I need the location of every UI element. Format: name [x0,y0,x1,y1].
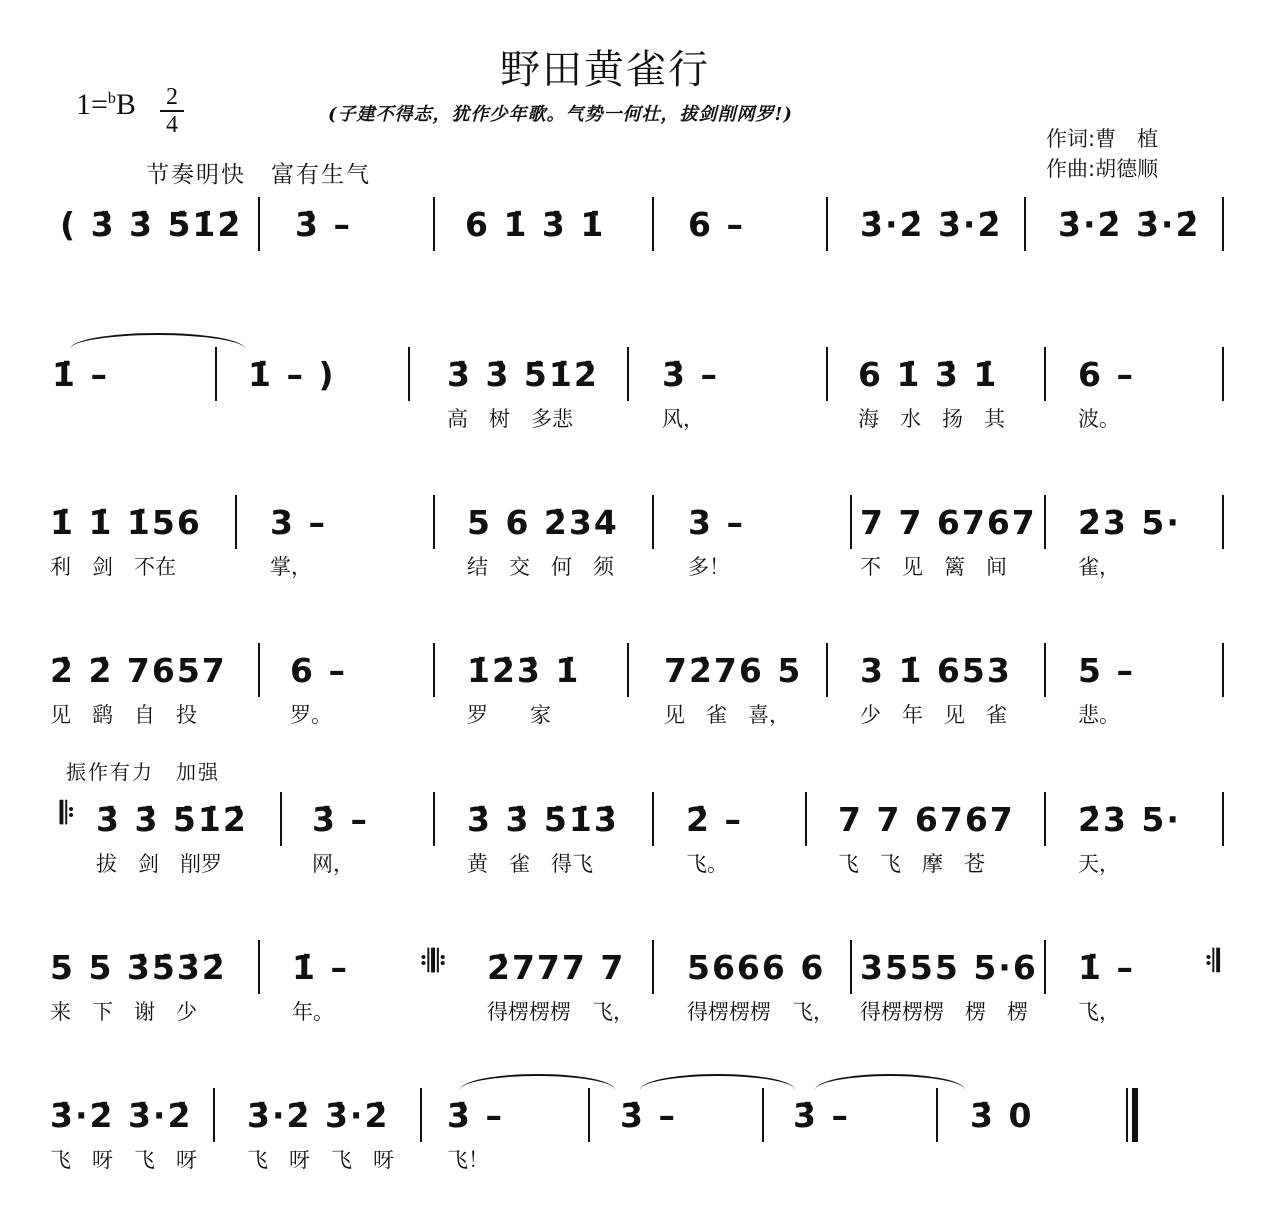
bar-line [235,495,237,549]
measure-lyric: 悲。 [1078,703,1120,727]
measure-notes: 3̇·2̇ 3̇·2̇ [247,1096,390,1135]
measure-lyric: 飞 飞 摩 苍 [838,852,985,876]
bar-line [1222,792,1224,846]
measure-notes: 5 – [1078,651,1135,690]
flat-sign: b [107,90,116,107]
measure-notes: 1̇ – [52,355,109,394]
bar-line [652,197,654,251]
measure-lyric: 多！ [688,555,730,579]
bar-line [420,1088,422,1142]
measure-lyric: 海 水 扬 其 [858,407,1005,431]
bar-line [433,792,435,846]
subtitle: (子建不得志，犹作少年歌。气势一何壮，拔剑削网罗!) [328,104,793,125]
bar-line [850,495,852,549]
measure-notes: 3̇ 0 [970,1096,1034,1135]
measure-notes: 6 – [1078,355,1135,394]
measure-lyric: 结 交 何 须 [467,555,614,579]
measure-lyric: 罗。 [290,703,332,727]
measure-notes: 3̇·2̇ 3̇·2̇ [50,1096,193,1135]
measure-lyric: 不 见 篱 间 [860,555,1007,579]
bar-line [215,347,217,401]
measure-notes: 3̇ – [620,1096,677,1135]
measure-notes: 3̇·2̇ 3̇·2̇ [860,205,1003,244]
measure-notes: 5666 6 [687,948,826,987]
bar-line [1044,792,1046,846]
measure-lyric: 网， [312,852,354,876]
bar-line [433,197,435,251]
tie-arc [815,1074,965,1090]
measure-notes: 6 1̇ 3̇ 1̇ [465,205,606,244]
score-line-7 [0,1096,1272,1206]
measure-lyric: 见 雀 喜， [664,703,790,727]
measure-lyric: 掌， [270,555,312,579]
measure-notes: 3555 5·6 [860,948,1038,987]
measure-notes: 2̇3 5· [1078,503,1181,542]
time-signature-top: 2 [166,84,178,110]
measure-notes: 3̇ – [662,355,719,394]
bar-line [936,1088,938,1142]
score-line-2 [0,355,1272,465]
measure-notes: 2̇3 5· [1078,800,1181,839]
measure-notes: 3 – [270,503,327,542]
bar-line [652,495,654,549]
measure-notes: 3̇ – [295,205,352,244]
bar-line [1222,347,1224,401]
measure-lyric: 天， [1078,852,1120,876]
bar-line [408,347,410,401]
bar-line [258,940,260,994]
bar-line [1024,197,1026,251]
bar-line [850,940,852,994]
measure-lyric: 得楞楞楞 飞， [687,1000,834,1024]
measure-lyric: 得楞楞楞 飞， [487,1000,634,1024]
measure-notes: 7 7 6767 [838,800,1015,839]
measure-lyric: 飞！ [447,1148,489,1172]
repeat-sign: 𝄇𝄆 [420,944,447,979]
bar-line [1222,495,1224,549]
bar-line [1044,940,1046,994]
bar-line [627,643,629,697]
measure-lyric: 拔 剑 削罗 [96,852,222,876]
bar-line [280,792,282,846]
bar-line [826,347,828,401]
bar-line [1222,197,1224,251]
measure-notes: 2̇ 2̇ 7657 [50,651,227,690]
measure-notes: ( 3̇ 3̇ 5̇1̇2̇ [60,205,243,244]
measure-lyric: 年。 [292,1000,334,1024]
measure-lyric: 黄 雀 得飞 [467,852,593,876]
measure-notes: 3 1̇ 653 [860,651,1012,690]
bar-line [433,643,435,697]
score-line-3 [0,503,1272,613]
measure-notes: 3̇ 3̇ 5̇1̇3̇ [467,800,619,839]
measure-notes: 1̇ 1̇ 1̇56 [50,503,202,542]
measure-lyric: 风， [662,407,704,431]
lyricist: 作词:曹 植 [1046,127,1159,151]
song-title: 野田黄雀行 [500,47,710,93]
measure-notes: 3̇ – [793,1096,850,1135]
measure-notes: 3̇ 3̇ 5̇1̇2̇ [96,800,248,839]
tie-arc [460,1074,615,1090]
time-signature-bottom: 4 [166,112,178,138]
bar-line [1044,347,1046,401]
measure-notes: 2̇777 7 [487,948,626,987]
measure-lyric: 利 剑 不在 [50,555,176,579]
measure-notes: 1̇ – [1078,948,1135,987]
measure-lyric: 雀， [1078,555,1120,579]
score-line-6 [0,948,1272,1058]
bar-line [826,197,828,251]
measure-notes: 3̇ 3̇ 5̇1̇2̇ [447,355,599,394]
measure-notes: 2̇ – [686,800,743,839]
measure-notes: 6 1̇ 3̇ 1̇ [858,355,999,394]
bar-line [627,347,629,401]
bar-line [652,792,654,846]
bar-line [258,643,260,697]
bar-line [652,940,654,994]
measure-lyric: 飞 呀 飞 呀 [247,1148,394,1172]
measure-lyric: 见 鹞 自 投 [50,703,197,727]
measure-lyric: 来 下 谢 少 [50,1000,197,1024]
measure-notes: 72̇76 5 [664,651,803,690]
score-line-5 [0,800,1272,910]
composer: 作曲:胡德顺 [1046,157,1159,181]
repeat-end-sign: 𝄇 [1205,944,1220,979]
measure-notes: 7 7 6767 [860,503,1037,542]
measure-lyric: 高 树 多悲 [447,407,573,431]
measure-notes: 3̇ – [312,800,369,839]
tie-arc [70,333,245,349]
measure-notes: 5 6 2̇34 [467,503,619,542]
bar-line [258,197,260,251]
key-signature [76,88,136,122]
bar-line [588,1088,590,1142]
measure-notes: 3̇·2̇ 3̇·2̇ [1058,205,1201,244]
bar-line [1044,643,1046,697]
measure-notes: 1̇ – [292,948,349,987]
measure-lyric: 得楞楞楞 楞 楞 [860,1000,1028,1024]
time-signature [160,84,184,138]
tempo-marking: 节奏明快 富有生气 [146,162,371,188]
key-note: B [115,88,136,121]
measure-notes: 3 – [688,503,745,542]
bar-line [213,1088,215,1142]
measure-lyric: 少 年 见 雀 [860,703,1007,727]
bar-line [826,643,828,697]
bar-line [1044,495,1046,549]
measure-lyric: 波。 [1078,407,1120,431]
measure-lyric: 飞。 [686,852,728,876]
measure-notes: 5 5 3̇5̇3̇2̇ [50,948,227,987]
measure-lyric: 飞， [1078,1000,1120,1024]
measure-notes: 3̇ – [447,1096,504,1135]
key-label: 1= [76,88,108,121]
bar-line [805,792,807,846]
score-line-4 [0,651,1272,761]
bar-line [433,495,435,549]
final-barline [1126,1088,1138,1142]
tempo-marking-2: 振作有力 加强 [66,760,220,784]
score-line-1 [0,205,1272,315]
measure-notes: 6 – [688,205,745,244]
measure-notes: 6 – [290,651,347,690]
measure-lyric: 罗 家 [467,703,551,727]
measure-lyric: 飞 呀 飞 呀 [50,1148,197,1172]
measure-notes: 1̇ – ) [248,355,336,394]
credits [1046,124,1158,184]
tie-arc [640,1074,795,1090]
measure-notes: 1̇2̇3̇ 1̇ [467,651,581,690]
bar-line [1222,643,1224,697]
bar-line [762,1088,764,1142]
repeat-start-sign: 𝄆 [60,796,75,831]
